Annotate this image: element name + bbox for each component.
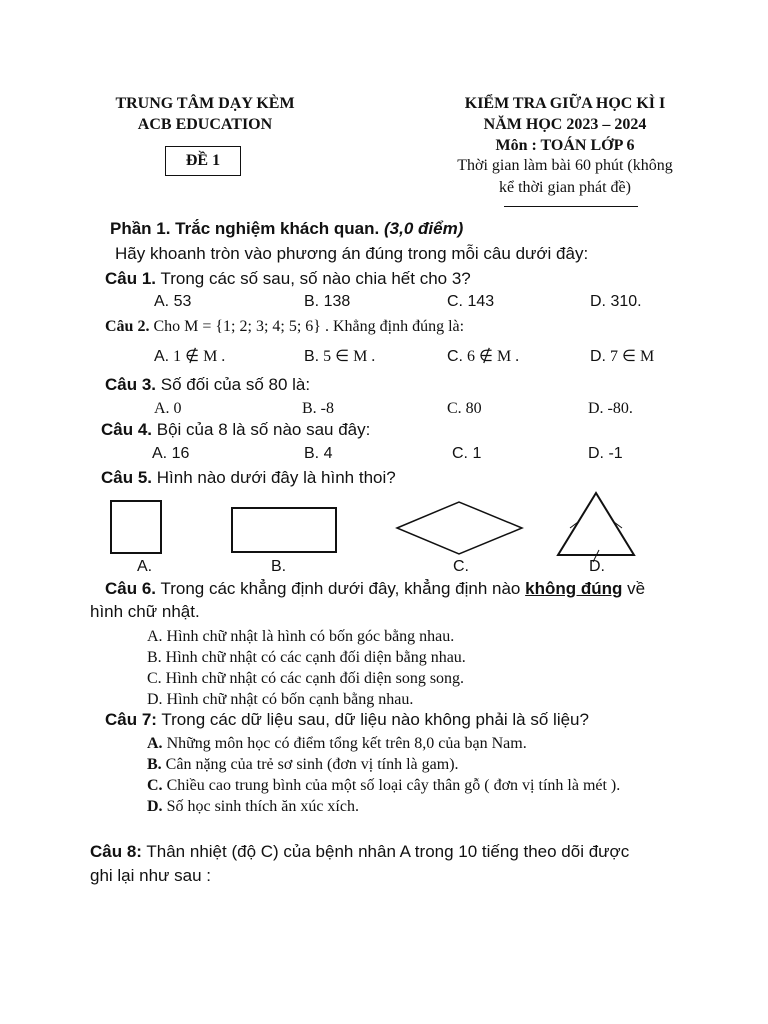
q2-option-d-letter: D.	[590, 348, 606, 365]
q6-option-a: A. Hình chữ nhật là hình có bốn góc bằng nhau.	[147, 628, 455, 645]
q3-option-c: C. 80	[447, 400, 482, 417]
duration-line1: Thời gian làm bài 60 phút (không	[457, 157, 673, 174]
question-8	[90, 842, 629, 862]
q3-option-b: B. -8	[302, 400, 334, 417]
q2-option-c-value: 6 ∉ M .	[467, 348, 520, 365]
question-8-label: Câu 8:	[90, 842, 142, 861]
q7-option-a	[147, 735, 527, 753]
q7-option-d-letter: D.	[147, 798, 163, 815]
q7-option-c-text: Chiều cao trung bình của một số loại cây thân gỗ ( đơn vị tính là mét ).	[166, 777, 621, 794]
question-6	[105, 579, 645, 599]
part1-title: Phần 1. Trắc nghiệm khách quan.	[110, 219, 380, 238]
q7-option-b	[147, 756, 459, 774]
q2-option-a-letter: A.	[154, 348, 170, 365]
question-3-label: Câu 3.	[105, 375, 157, 394]
q7-option-b-text: Cân nặng của trẻ sơ sinh (đơn vị tính là gam).	[165, 756, 459, 773]
q7-option-a-text: Những môn học có điểm tổng kết trên 8,0 của bạn Nam.	[166, 735, 527, 752]
shape-c-label: C.	[453, 558, 469, 575]
q2-option-c-letter: C.	[447, 348, 463, 365]
school-year: NĂM HỌC 2023 – 2024	[483, 116, 647, 133]
question-4-label: Câu 4.	[101, 420, 153, 439]
question-6-label: Câu 6.	[105, 579, 157, 598]
shape-b-label: B.	[271, 558, 287, 575]
exam-title: KIỂM TRA GIỮA HỌC KÌ I	[464, 95, 666, 112]
q6-option-d: D. Hình chữ nhật có bốn cạnh bằng nhau.	[147, 691, 414, 708]
q4-option-b: B. 4	[304, 445, 333, 462]
q7-option-a-letter: A.	[147, 735, 163, 752]
center-brand: ACB EDUCATION	[137, 116, 273, 133]
q2-option-b-value: 5 ∈ M .	[323, 348, 376, 365]
part1-points: (3,0 điểm)	[383, 219, 464, 238]
question-7-text: Trong các dữ liệu sau, dữ liệu nào không phải là số liệu?	[161, 710, 589, 729]
q6-option-c: C. Hình chữ nhật có các cạnh đối diện song song.	[147, 670, 465, 687]
q3-option-a: A. 0	[154, 400, 182, 417]
subject: Môn : TOÁN LỚP 6	[495, 137, 635, 154]
part1-instruction: Hãy khoanh tròn vào phương án đúng trong mỗi câu dưới đây:	[115, 244, 589, 263]
q7-option-c	[147, 777, 620, 795]
q7-option-d	[147, 798, 359, 816]
q7-option-b-letter: B.	[147, 756, 162, 773]
question-4-text: Bội của 8 là số nào sau đây:	[156, 420, 371, 439]
shape-b-rectangle	[232, 508, 336, 552]
shape-a-label: A.	[137, 558, 153, 575]
question-5-label: Câu 5.	[101, 468, 153, 487]
question-1-label: Câu 1.	[105, 269, 157, 288]
q2-option-b-letter: B.	[304, 348, 320, 365]
shape-a-square	[111, 501, 161, 553]
question-3-text: Số đối của số 80 là:	[160, 375, 311, 394]
q1-option-c: C. 143	[447, 293, 495, 310]
exam-code-box: ĐỀ 1	[165, 146, 241, 176]
question-6-emphasis: không đúng	[525, 579, 623, 598]
question-7-label: Câu 7:	[105, 710, 157, 729]
q1-option-b: B. 138	[304, 293, 351, 310]
q7-option-c-letter: C.	[147, 777, 163, 794]
q7-option-d-text: Số học sinh thích ăn xúc xích.	[166, 798, 359, 815]
question-1-text: Trong các số sau, số nào chia hết cho 3?	[160, 269, 471, 288]
center-name: TRUNG TÂM DẠY KÈM	[115, 95, 295, 112]
q4-option-a: A. 16	[152, 445, 190, 462]
q6-option-b: B. Hình chữ nhật có các cạnh đối diện bằng nhau.	[147, 649, 466, 666]
q2-option-d-value: 7 ∈ M	[610, 348, 655, 365]
q3-option-d: D. -80.	[588, 400, 633, 417]
duration-line2: kể thời gian phát đề)	[499, 179, 631, 196]
question-8-text: Thân nhiệt (độ C) của bệnh nhân A trong 10 tiếng theo dõi được	[146, 842, 630, 861]
shape-d-label: D.	[589, 558, 605, 575]
question-8-line2: ghi lại như sau :	[90, 866, 212, 885]
shape-c-rhombus	[397, 502, 522, 554]
q4-option-c: C. 1	[452, 445, 482, 462]
shape-d-triangle	[558, 493, 634, 555]
q1-option-a: A. 53	[154, 293, 192, 310]
question-2-label: Câu 2.	[105, 318, 150, 335]
question-6-text-after: về	[627, 579, 646, 598]
question-2-text: Cho M = {1; 2; 3; 4; 5; 6} . Khẳng định đúng là:	[153, 318, 465, 335]
question-7	[105, 710, 589, 730]
q4-option-d: D. -1	[588, 445, 623, 462]
q2-option-a-value: 1 ∉ M .	[173, 348, 226, 365]
question-6-text: Trong các khẳng định dưới đây, khẳng định nào	[160, 579, 521, 598]
question-6-line2: hình chữ nhật.	[90, 602, 200, 621]
question-5-text: Hình nào dưới đây là hình thoi?	[156, 468, 396, 487]
q1-option-d: D. 310.	[590, 293, 642, 310]
